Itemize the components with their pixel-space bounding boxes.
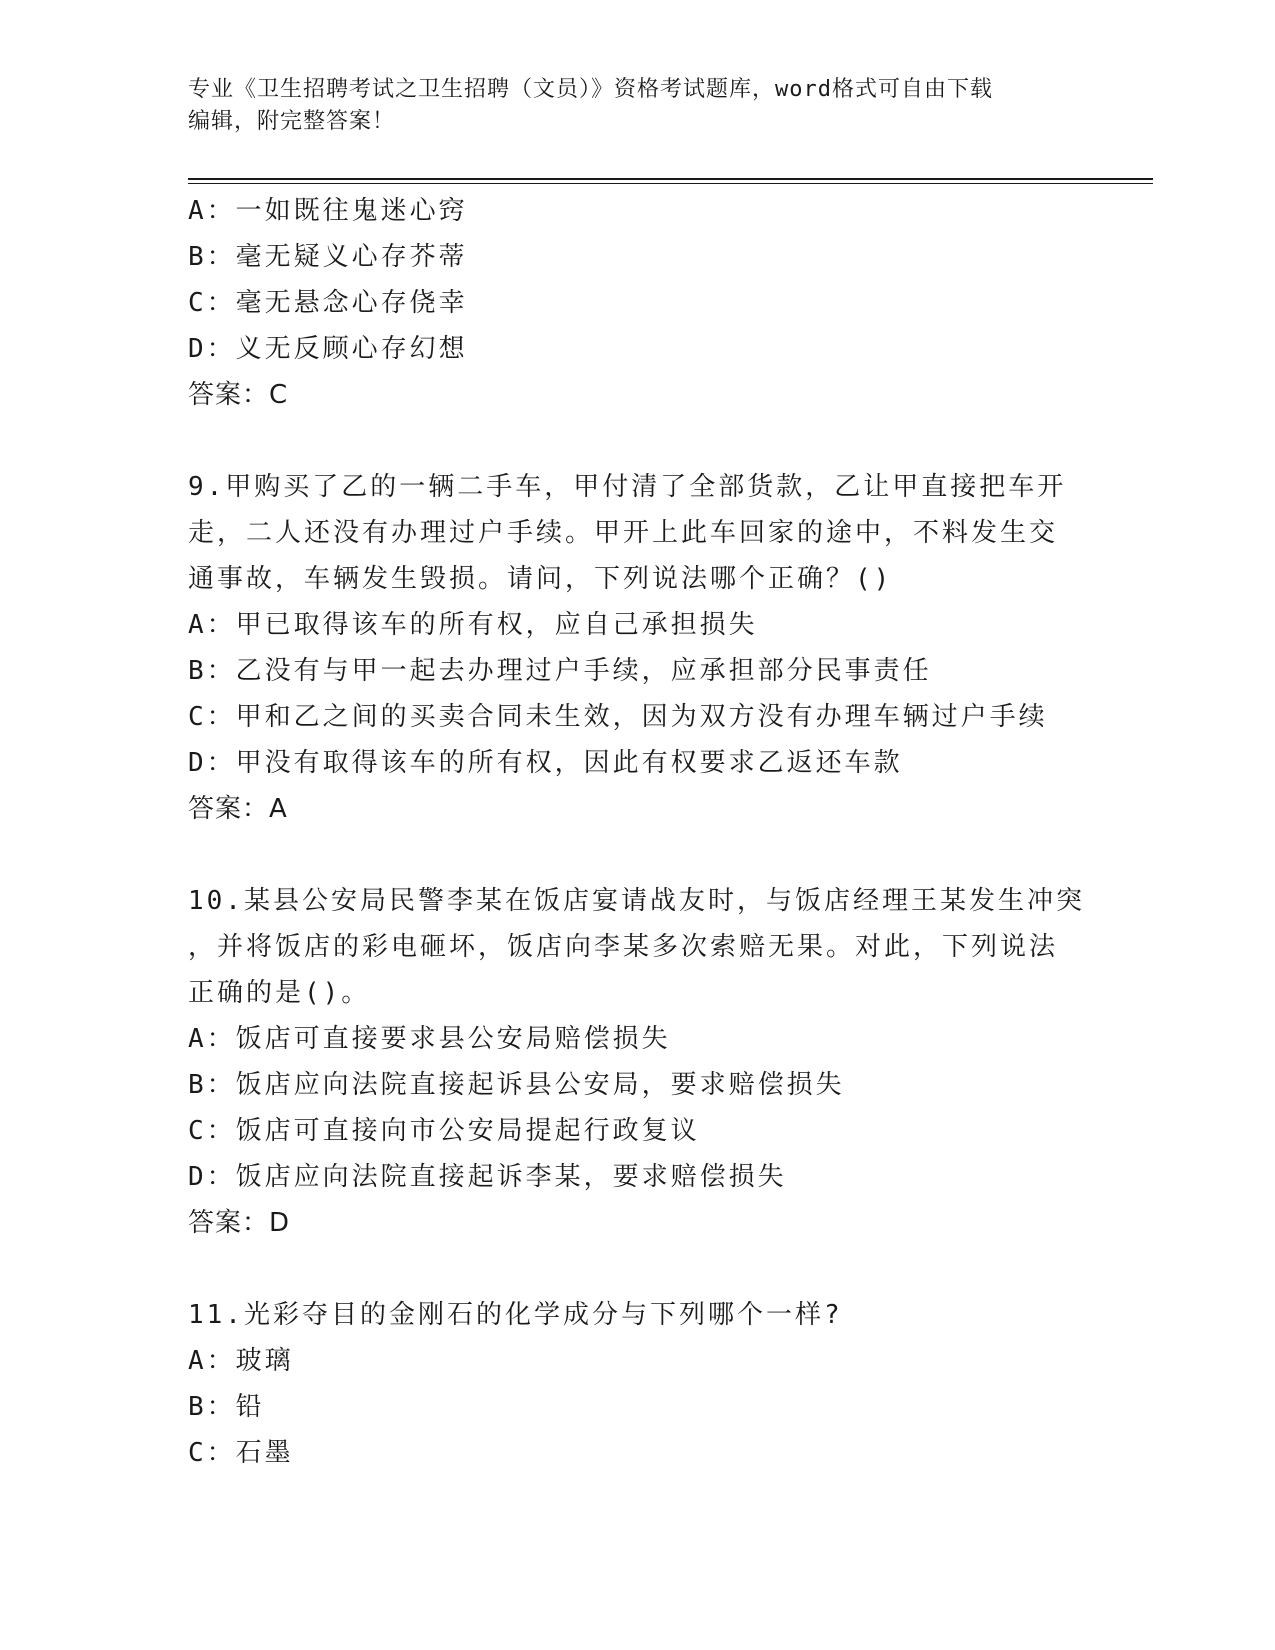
question-text-line: 正确的是()。 — [188, 978, 371, 1008]
answer: 答案：A — [188, 794, 288, 824]
question-10 — [188, 878, 1088, 1246]
option-b: B：铅 — [188, 1392, 265, 1422]
question-text-line: 10.某县公安局民警李某在饭店宴请战友时，与饭店经理王某发生冲突 — [188, 886, 1085, 916]
question-11 — [188, 1292, 1088, 1476]
question-text-line: 11.光彩夺目的金刚石的化学成分与下列哪个一样? — [188, 1300, 843, 1330]
option-a: A：一如既往鬼迷心窍 — [188, 196, 468, 226]
option-b: B：饭店应向法院直接起诉县公安局，要求赔偿损失 — [188, 1070, 845, 1100]
question-text-line: ，并将饭店的彩电砸坏，饭店向李某多次索赔无果。对此，下列说法 — [188, 932, 1059, 962]
option-c: C：甲和乙之间的买卖合同未生效，因为双方没有办理车辆过户手续 — [188, 702, 1048, 732]
question-text-line: 9.甲购买了乙的一辆二手车，甲付清了全部货款，乙让甲直接把车开 — [188, 472, 1067, 502]
question-9 — [188, 464, 1088, 832]
option-c: C：毫无悬念心存侥幸 — [188, 288, 468, 318]
answer: 答案：C — [188, 380, 289, 410]
option-a: A：甲已取得该车的所有权，应自己承担损失 — [188, 610, 758, 640]
question-text-line: 走，二人还没有办理过户手续。甲开上此车回家的途中，不料发生交 — [188, 518, 1059, 548]
option-a: A：玻璃 — [188, 1346, 294, 1376]
option-b: B：乙没有与甲一起去办理过户手续，应承担部分民事责任 — [188, 656, 932, 686]
option-c: C：石墨 — [188, 1438, 294, 1468]
question-8 — [188, 188, 1088, 418]
question-list — [188, 188, 1088, 1476]
document-header — [188, 74, 1068, 138]
option-d: D：义无反顾心存幻想 — [188, 334, 468, 364]
option-c: C：饭店可直接向市公安局提起行政复议 — [188, 1116, 700, 1146]
spacer — [188, 832, 1088, 878]
header-line-2: 编辑，附完整答案！ — [188, 109, 396, 134]
header-divider — [188, 178, 1153, 184]
spacer — [188, 418, 1088, 464]
option-d: D：甲没有取得该车的所有权，因此有权要求乙返还车款 — [188, 748, 903, 778]
option-a: A：饭店可直接要求县公安局赔偿损失 — [188, 1024, 671, 1054]
spacer — [188, 1246, 1088, 1292]
option-d: D：饭店应向法院直接起诉李某，要求赔偿损失 — [188, 1162, 787, 1192]
question-text-line: 通事故，车辆发生毁损。请问，下列说法哪个正确？() — [188, 564, 893, 594]
header-line-1: 专业《卫生招聘考试之卫生招聘（文员）》资格考试题库，word格式可自由下载 — [188, 77, 993, 102]
answer: 答案：D — [188, 1208, 291, 1238]
option-b: B：毫无疑义心存芥蒂 — [188, 242, 468, 272]
